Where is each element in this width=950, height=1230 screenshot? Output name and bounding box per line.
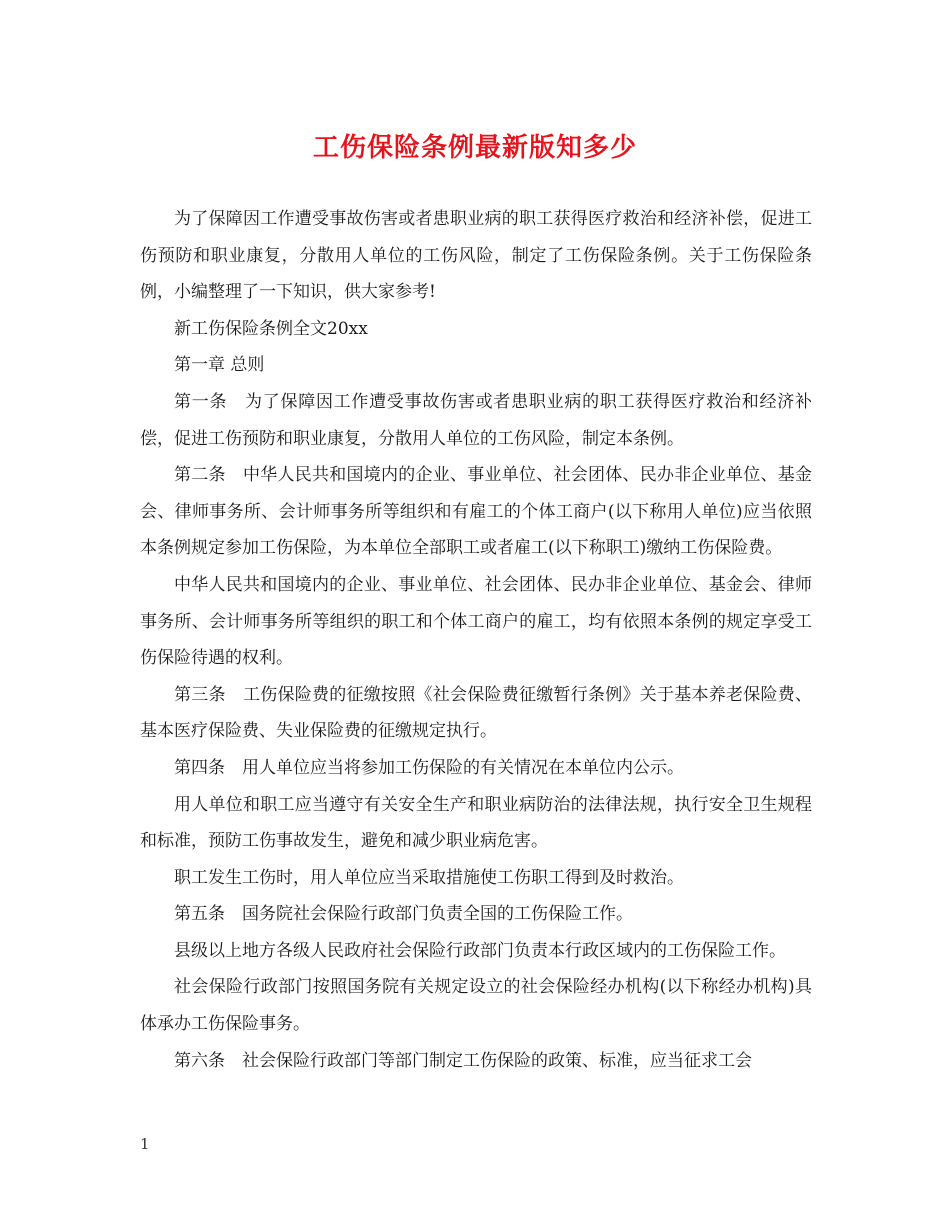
article-paragraph: 第一条 为了保障因工作遭受事故伤害或者患职业病的职工获得医疗救治和经济补偿，促进工伤预防和职业康复，分散用人单位的工伤风险，制定本条例。 bbox=[140, 391, 812, 449]
paragraph: 中华人民共和国境内的企业、事业单位、社会团体、民办非企业单位、基金会、律师事务所、会计师事务所等组织的职工和个体工商户的雇工，均有依照本条例的规定享受工伤保险待遇的权利。 bbox=[140, 574, 812, 669]
document-title: 工伤保险条例最新版知多少 bbox=[312, 133, 637, 163]
paragraph: 社会保险行政部门按照国务院有关规定设立的社会保险经办机构(以下称经办机构)具体承办工伤保险事务。 bbox=[140, 977, 812, 1035]
article-paragraph: 第三条 工伤保险费的征缴按照《社会保险费征缴暂行条例》关于基本养老保险费、基本医疗保险费、失业保险费的征缴规定执行。 bbox=[140, 684, 812, 742]
paragraph: 用人单位和职工应当遵守有关安全生产和职业病防治的法律法规，执行安全卫生规程和标准，预防工伤事故发生，避免和减少职业病危害。 bbox=[140, 794, 812, 852]
article-paragraph: 第五条 国务院社会保险行政部门负责全国的工伤保险工作。 bbox=[174, 904, 633, 925]
chapter-heading: 第一章 总则 bbox=[174, 355, 265, 376]
page-number: 1 bbox=[140, 1135, 150, 1153]
paragraph: 县级以上地方各级人民政府社会保险行政部门负责本行政区域内的工伤保险工作。 bbox=[174, 940, 786, 961]
article-paragraph: 第二条 中华人民共和国境内的企业、事业单位、社会团体、民办非企业单位、基金会、律师事务所、会计师事务所等组织和有雇工的个体工商户(以下称用人单位)应当依照本条例规定参加工伤保险，为本单位全部职工或者雇工(以下称职工)缴纳工伤保险费。 bbox=[140, 465, 812, 559]
article-paragraph: 第六条 社会保险行政部门等部门制定工伤保险的政策、标准，应当征求工会 bbox=[174, 1050, 752, 1071]
document-body bbox=[140, 201, 812, 1079]
paragraph: 职工发生工伤时，用人单位应当采取措施使工伤职工得到及时救治。 bbox=[174, 867, 684, 888]
paragraph: 为了保障因工作遭受事故伤害或者患职业病的职工获得医疗救治和经济补偿，促进工伤预防和职业康复，分散用人单位的工伤风险，制定了工伤保险条例。关于工伤保险条例，小编整理了一下知识，供大家参考! bbox=[140, 209, 812, 303]
paragraph: 新工伤保险条例全文20xx bbox=[174, 318, 368, 339]
article-paragraph: 第四条 用人单位应当将参加工伤保险的有关情况在本单位内公示。 bbox=[174, 757, 684, 778]
